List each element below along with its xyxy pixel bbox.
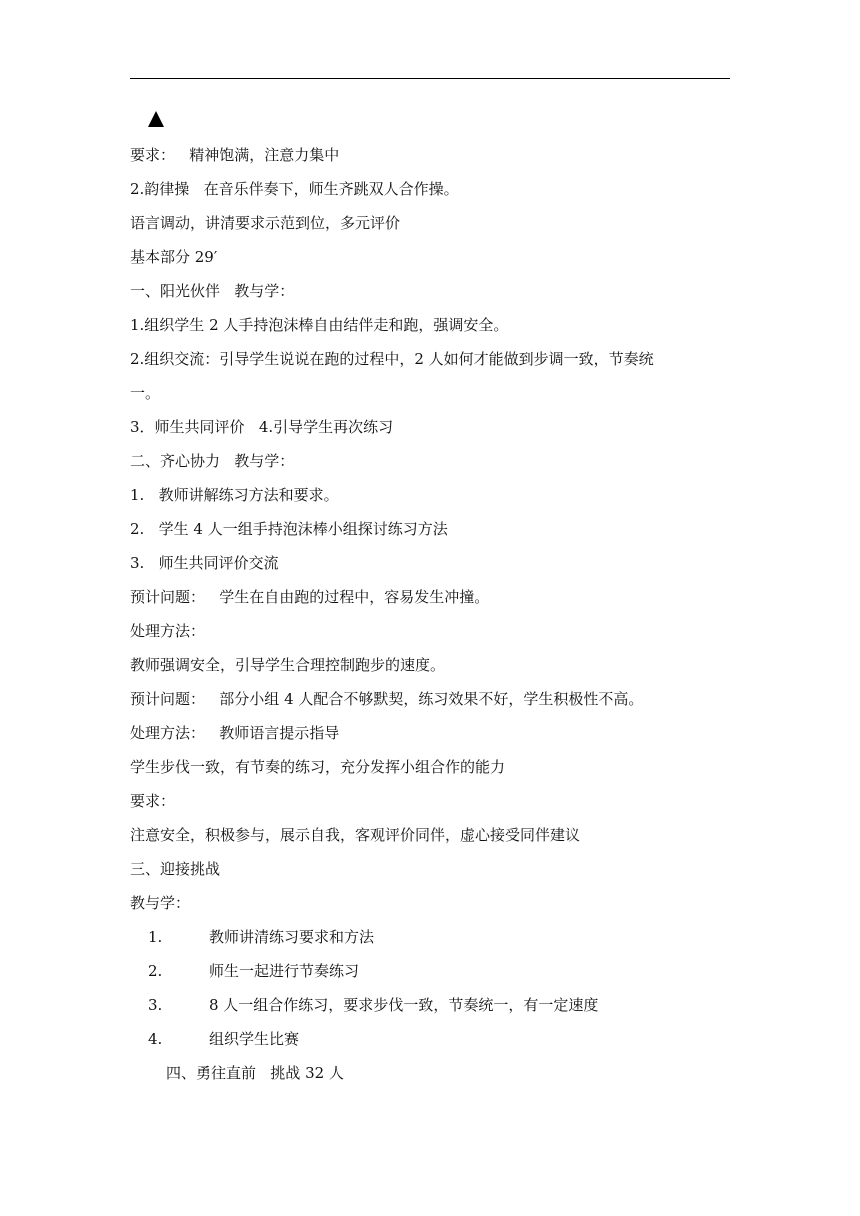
text-line: 教师强调安全，引导学生合理控制跑步的速度。 bbox=[130, 656, 446, 674]
list-item-number: 1. bbox=[148, 928, 163, 946]
text-line: 学生步伐一致，有节奏的练习，充分发挥小组合作的能力 bbox=[130, 758, 506, 776]
text-line: 语言调动，讲清要求示范到位，多元评价 bbox=[130, 214, 401, 232]
text-line: 预计问题： 学生在自由跑的过程中，容易发生冲撞。 bbox=[130, 588, 490, 606]
text-line: 教与学： bbox=[130, 894, 191, 912]
text-line: 2. 学生 4 人一组手持泡沫棒小组探讨练习方法 bbox=[130, 520, 448, 538]
text-line: 基本部分 29′ bbox=[130, 248, 218, 266]
text-line: 要求： 精神饱满，注意力集中 bbox=[130, 146, 340, 164]
text-line: 1.组织学生 2 人手持泡沫棒自由结伴走和跑，强调安全。 bbox=[130, 316, 509, 334]
text-line: 预计问题： 部分小组 4 人配合不够默契，练习效果不好，学生积极性不高。 bbox=[130, 690, 644, 708]
text-line: 2.韵律操 在音乐伴奏下，师生齐跳双人合作操。 bbox=[130, 180, 459, 198]
list-item-number: 4. bbox=[148, 1030, 163, 1048]
text-line: 处理方法： bbox=[130, 622, 206, 640]
section-heading: 三、迎接挑战 bbox=[130, 860, 221, 878]
text-line: 一。 bbox=[130, 384, 161, 402]
header-rule bbox=[130, 78, 730, 79]
section-heading: 二、齐心协力 教与学： bbox=[130, 452, 295, 470]
text-line: 处理方法： 教师语言提示指导 bbox=[130, 724, 340, 742]
triangle-bullet-icon bbox=[148, 111, 164, 127]
list-item-text: 组织学生比赛 bbox=[209, 1030, 300, 1048]
list-item-number: 2. bbox=[148, 962, 163, 980]
list-item-number: 3. bbox=[148, 996, 163, 1014]
text-line: 2.组织交流：引导学生说说在跑的过程中，2 人如何才能做到步调一致，节奏统 bbox=[130, 350, 654, 368]
text-line: 注意安全，积极参与，展示自我，客观评价同伴，虚心接受同伴建议 bbox=[130, 826, 581, 844]
list-item-text: 教师讲清练习要求和方法 bbox=[209, 928, 375, 946]
text-line: 3．师生共同评价 4.引导学生再次练习 bbox=[130, 418, 394, 436]
list-item-text: 师生一起进行节奏练习 bbox=[209, 962, 360, 980]
text-line: 3. 师生共同评价交流 bbox=[130, 554, 279, 572]
section-heading: 一、阳光伙伴 教与学： bbox=[130, 282, 295, 300]
text-line: 1. 教师讲解练习方法和要求。 bbox=[130, 486, 339, 504]
section-heading: 四、勇往直前 挑战 32 人 bbox=[166, 1064, 344, 1082]
list-item-text: 8 人一组合作练习，要求步伐一致，节奏统一，有一定速度 bbox=[209, 996, 599, 1014]
text-line: 要求： bbox=[130, 792, 176, 810]
